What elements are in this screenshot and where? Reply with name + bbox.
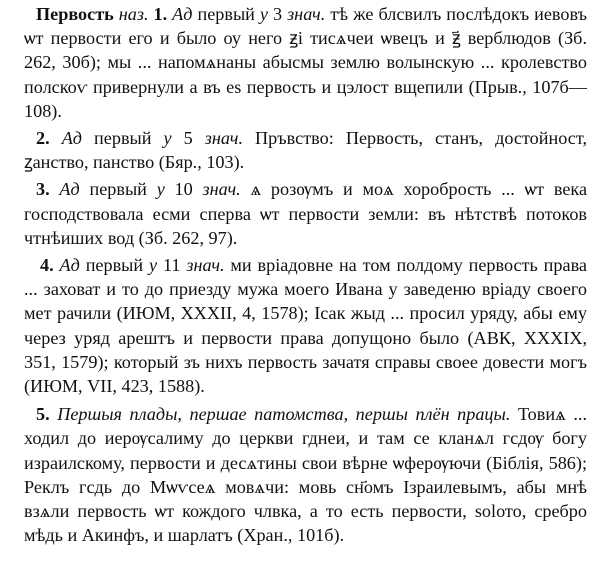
sense-number: 3. xyxy=(36,179,50,200)
sense-4-paragraph xyxy=(24,253,587,398)
sense-reference-abbrev: знач. xyxy=(287,4,326,24)
sense-definition: Першыя плады, першае патомства, першы плён працы. xyxy=(57,404,511,425)
sense-reference-number: 11 xyxy=(157,255,187,276)
sense-quotation-text: ѧ розѹмъ и моѧ хоробрость ... ѡт века господствовала есми сперва ѡт первости земли: въ нѣтствѣ потоков чтнѣиших вод (Зб. 262, 97). xyxy=(24,179,588,248)
sense-reference-number: 10 xyxy=(164,179,203,200)
sense-reference-label: Ад xyxy=(172,4,193,24)
sense-reference-label: Ад xyxy=(61,128,82,149)
sense-reference-prep: у xyxy=(149,255,158,276)
sense-reference-abbrev: знач. xyxy=(186,255,225,276)
sense-reference-word: первый xyxy=(82,128,164,149)
sense-reference-label: Ад xyxy=(59,179,80,200)
sense-quotation-text: Пръвство: Первость, станъ, достойност, ꙁанство, панство (Бяр., 103). xyxy=(24,128,587,173)
sense-reference-prep: у xyxy=(259,4,268,24)
dictionary-entry xyxy=(24,2,587,550)
sense-reference-word: первый xyxy=(192,4,260,24)
sense-5-paragraph xyxy=(24,402,587,547)
sense-number: 5. xyxy=(36,404,50,425)
sense-reference-prep: у xyxy=(163,128,172,149)
sense-reference-word: первый xyxy=(79,255,150,276)
sense-reference-number: 3 xyxy=(267,4,288,24)
headword: Первость xyxy=(36,4,114,24)
sense-quotation-text: Товиѧ ... ходил до иерѹсалиму до церкви гднеи, и там се кланѧл гсдѹ богу израилскому, первости и десѧтины свои вѣрне ѡферѹючи (Біблія, 586); Реклъ гсдь до Мѡѵсеѧ мовѧчи: мовь сн҃омъ Ізраилевымъ, абы мнѣ взѧли первость ѡт кождого члвка, а то есть первости, solото, сребро мѣдь и Акинфъ, и шарлатъ (Хран., 101б). xyxy=(24,404,588,546)
part-of-speech: наз. xyxy=(118,4,149,24)
sense-reference-number: 5 xyxy=(171,128,205,149)
sense-number: 2. xyxy=(36,128,50,149)
sense-quotation-text: тѣ же блсвилъ послѣдокъ иевовъ ѡт первости его и было оу него ꙃі тисѧчеи ѡвецъ и ꙃ҃ верблюдов (Зб. 262, 30б); мы ... напомѧнаны абысмы землю волынскую ... кролевство полскоѵ привернули а въ еѕ первость и цэлост вщепили (Прыв., 107б—108). xyxy=(24,4,588,121)
sense-reference-word: первый xyxy=(79,179,157,200)
sense-reference-label: Ад xyxy=(59,255,80,276)
sense-2-paragraph xyxy=(24,126,587,174)
sense-quotation-text: ми вріадовне на том полдому первость права ... заховат и то до приезду мужа моего Ивана у заведеню вріаду своего мет рачили (ИЮМ, XXXII, 4, 1578); Ісак жыд ... просил уряду, абы ему через уряд арештъ и первости права допущоно было (АВК, XXXIX, 351, 1579); который зъ нихъ первость зачатя справы своее довести могъ (ИЮМ, VII, 423, 1588). xyxy=(24,255,587,397)
sense-reference-prep: у xyxy=(156,179,165,200)
sense-number: 4. xyxy=(40,255,54,276)
sense-reference-abbrev: знач. xyxy=(204,128,243,149)
sense-number: 1. xyxy=(153,4,168,24)
sense-1-paragraph xyxy=(24,2,587,123)
sense-3-paragraph xyxy=(24,177,587,250)
sense-reference-abbrev: знач. xyxy=(202,179,241,200)
